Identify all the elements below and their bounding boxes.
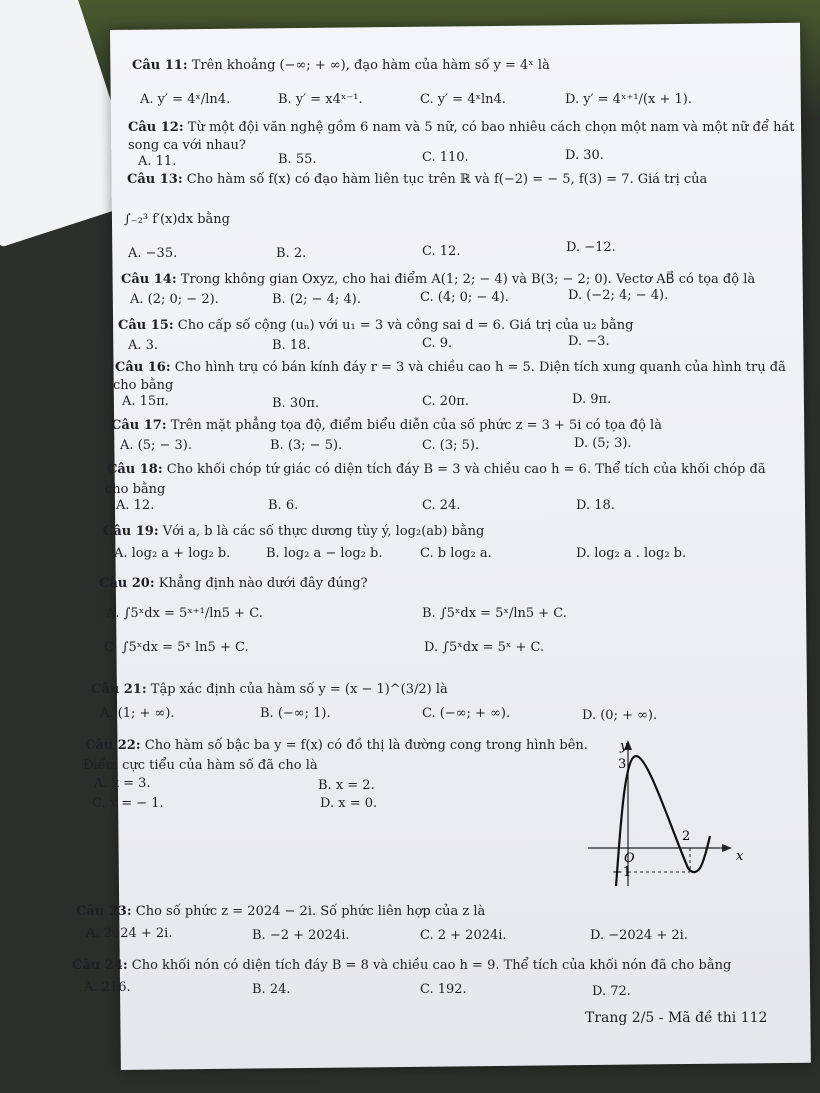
y-max-label: 3	[618, 757, 627, 772]
q11-option-d: D. y′ = 4ˣ⁺¹/(x + 1).	[565, 92, 692, 107]
q17-option-c: C. (3; 5).	[422, 438, 480, 453]
q23-option-b: B. −2 + 2024i.	[252, 928, 350, 943]
q23-option-d: D. −2024 + 2i.	[590, 928, 688, 943]
x-axis-arrow	[722, 844, 732, 852]
q14-option-d: D. (−2; 4; − 4).	[568, 288, 669, 303]
q21-option-c: C. (−∞; + ∞).	[422, 706, 511, 721]
q15-option-a: A. 3.	[128, 338, 159, 353]
page-footer: Trang 2/5 - Mã đề thi 112	[585, 1010, 768, 1026]
question-16: Câu 16: Cho hình trụ có bán kính đáy r = 3 và chiều cao h = 5. Diện tích xung quanh của hình trụ đã	[115, 360, 786, 375]
q17-option-b: B. (3; − 5).	[270, 438, 343, 453]
q19-option-c: C. b log₂ a.	[420, 546, 492, 561]
q14-option-a: A. (2; 0; − 2).	[130, 292, 219, 307]
q17-option-d: D. (5; 3).	[574, 436, 632, 451]
q16-option-c: C. 20π.	[422, 394, 469, 409]
q12-option-b: B. 55.	[278, 152, 317, 167]
question-24: Câu 24: Cho khối nón có diện tích đáy B = 8 và chiều cao h = 9. Thể tích của khối nón đã cho bằng	[72, 958, 732, 973]
q18-option-d: D. 18.	[576, 498, 615, 513]
q11-option-a: A. y′ = 4ˣ/ln4.	[140, 92, 231, 107]
question-17: Câu 17: Trên mặt phẳng tọa độ, điểm biểu diễn của số phức z = 3 + 5i có tọa độ là	[111, 418, 662, 433]
q22-option-c: C. x = − 1.	[92, 796, 164, 811]
q20-option-c: C. ∫5ˣdx = 5ˣ ln5 + C.	[104, 640, 249, 655]
question-22: Câu 22: Cho hàm số bậc ba y = f(x) có đồ thị là đường cong trong hình bên.	[85, 738, 588, 753]
origin-label: O	[624, 851, 635, 866]
question-11: Câu 11: Trên khoảng (−∞; + ∞), đạo hàm của hàm số y = 4ˣ là	[132, 58, 550, 73]
question-18-cont: cho bằng	[105, 482, 166, 497]
q15-option-d: D. −3.	[568, 334, 610, 349]
q13-option-d: D. −12.	[566, 240, 616, 255]
q22-option-b: B. x = 2.	[318, 778, 375, 793]
q15-option-b: B. 18.	[272, 338, 311, 353]
q17-option-a: A. (5; − 3).	[120, 438, 193, 453]
q11-option-b: B. y′ = x4ˣ⁻¹.	[278, 92, 363, 107]
q21-option-b: B. (−∞; 1).	[260, 706, 331, 721]
question-23: Câu 23: Cho số phức z = 2024 − 2i. Số phức liên hợp của z là	[76, 904, 486, 919]
question-12-cont: song ca với nhau?	[128, 138, 246, 153]
q19-option-d: D. log₂ a . log₂ b.	[576, 546, 687, 561]
q18-option-c: C. 24.	[422, 498, 461, 513]
q20-option-d: D. ∫5ˣdx = 5ˣ + C.	[424, 640, 545, 655]
question-19: Câu 19: Với a, b là các số thực dương tùy ý, log₂(ab) bằng	[103, 524, 485, 539]
q11-option-c: C. y′ = 4ˣln4.	[420, 92, 506, 107]
q24-option-c: C. 192.	[420, 982, 467, 997]
q12-option-d: D. 30.	[565, 148, 604, 163]
q23-option-a: A. 2024 + 2i.	[86, 926, 173, 941]
q20-option-b: B. ∫5ˣdx = 5ˣ/ln5 + C.	[422, 606, 567, 621]
q15-option-c: C. 9.	[422, 336, 453, 351]
question-21: Câu 21: Tập xác định của hàm số y = (x − 1)^(3/2) là	[91, 682, 448, 697]
q16-option-d: D. 9π.	[572, 392, 612, 407]
q21-option-d: D. (0; + ∞).	[582, 708, 658, 723]
q24-option-a: A. 216.	[84, 980, 131, 995]
q18-option-a: A. 12.	[116, 498, 155, 513]
question-12: Câu 12: Từ một đội văn nghệ gồm 6 nam và 5 nữ, có bao nhiêu cách chọn một nam và một nữ để hát	[128, 120, 795, 135]
q19-option-b: B. log₂ a − log₂ b.	[266, 546, 383, 561]
y-axis-label: y	[620, 739, 628, 754]
q13-option-b: B. 2.	[276, 246, 307, 261]
question-13-cont: ∫₋₂³ f′(x)dx bằng	[124, 212, 230, 227]
q18-option-b: B. 6.	[268, 498, 299, 513]
q14-option-b: B. (2; − 4; 4).	[272, 292, 361, 307]
y-min-label: −1	[612, 865, 632, 880]
q12-option-c: C. 110.	[422, 150, 469, 165]
x-axis-label: x	[736, 849, 744, 864]
q22-option-d: D. x = 0.	[320, 796, 378, 811]
q19-option-a: A. log₂ a + log₂ b.	[114, 546, 231, 561]
question-16-cont: cho bằng	[113, 378, 174, 393]
q12-option-a: A. 11.	[138, 154, 177, 169]
q16-option-a: A. 15π.	[122, 394, 169, 409]
question-15: Câu 15: Cho cấp số cộng (uₙ) với u₁ = 3 và công sai d = 6. Giá trị của u₂ bằng	[118, 318, 634, 333]
q14-option-c: C. (4; 0; − 4).	[420, 290, 509, 305]
q20-option-a: A. ∫5ˣdx = 5ˣ⁺¹/ln5 + C.	[106, 606, 263, 621]
q24-option-d: D. 72.	[592, 984, 631, 999]
q21-option-a: A. (1; + ∞).	[100, 706, 175, 721]
q23-option-c: C. 2 + 2024i.	[420, 928, 507, 943]
question-14: Câu 14: Trong không gian Oxyz, cho hai điểm A(1; 2; − 4) và B(3; − 2; 0). Vectơ AB⃗ có tọa độ là	[121, 272, 756, 287]
question-20: Câu 20: Khẳng định nào dưới đây đúng?	[99, 576, 368, 591]
q24-option-b: B. 24.	[252, 982, 291, 997]
x-tick-2-label: 2	[682, 829, 691, 844]
question-22-cont: Điểm cực tiểu của hàm số đã cho là	[83, 758, 318, 773]
q13-option-c: C. 12.	[422, 244, 461, 259]
question-13: Câu 13: Cho hàm số f(x) có đạo hàm liên tục trên ℝ và f(−2) = − 5, f(3) = 7. Giá trị của	[127, 172, 708, 187]
q16-option-b: B. 30π.	[272, 396, 320, 411]
q13-option-a: A. −35.	[128, 246, 178, 261]
q22-option-a: A. x = 3.	[94, 776, 151, 791]
cubic-function-graph	[588, 736, 748, 891]
question-18: Câu 18: Cho khối chóp tứ giác có diện tích đáy B = 3 và chiều cao h = 6. Thể tích của khối chóp đã	[107, 462, 766, 477]
